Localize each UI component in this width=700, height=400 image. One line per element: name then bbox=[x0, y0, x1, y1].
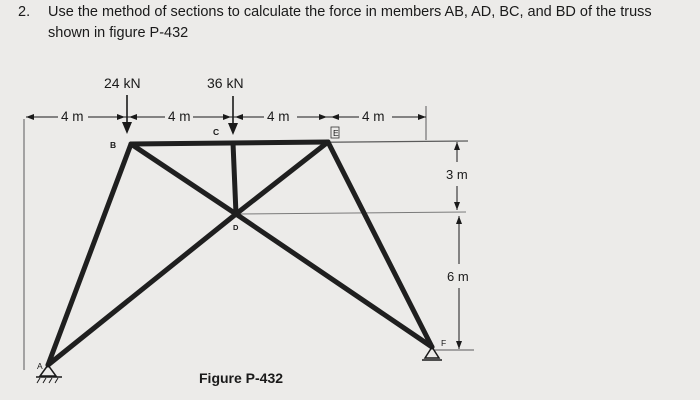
problem-text-line1: Use the method of sections to calculate the force in members AB, AD, BC, and BD of the truss bbox=[48, 4, 652, 20]
joint-a-label: A bbox=[37, 361, 43, 371]
figure-caption: Figure P-432 bbox=[199, 370, 284, 386]
load-arrow-36kn bbox=[228, 96, 238, 135]
problem-text-line2: shown in figure P-432 bbox=[48, 25, 189, 41]
joint-c-label: C bbox=[213, 127, 220, 137]
joint-d-label: D bbox=[233, 223, 239, 232]
load-36kn-label: 36 kN bbox=[207, 75, 244, 91]
truss-members bbox=[48, 142, 432, 365]
dim-height-1: 3 m bbox=[446, 167, 468, 182]
joint-f-label: F bbox=[441, 338, 447, 348]
member-ed bbox=[236, 142, 328, 214]
joint-e-label: E bbox=[333, 128, 339, 138]
problem-number: 2. bbox=[18, 4, 31, 20]
dim-height-2: 6 m bbox=[447, 269, 469, 284]
joint-b-label: B bbox=[110, 140, 117, 150]
dim-span-2: 4 m bbox=[168, 109, 191, 124]
member-ef bbox=[328, 142, 432, 347]
dim-span-1: 4 m bbox=[61, 109, 84, 124]
load-24kn-label: 24 kN bbox=[104, 75, 141, 91]
load-arrow-24kn bbox=[122, 95, 132, 134]
member-be bbox=[131, 142, 328, 144]
dim-span-4: 4 m bbox=[362, 109, 385, 124]
reference-line-mid bbox=[236, 212, 466, 214]
member-df bbox=[236, 214, 432, 347]
member-bd bbox=[131, 144, 236, 214]
member-cd bbox=[233, 143, 236, 214]
dim-span-3: 4 m bbox=[267, 109, 290, 124]
